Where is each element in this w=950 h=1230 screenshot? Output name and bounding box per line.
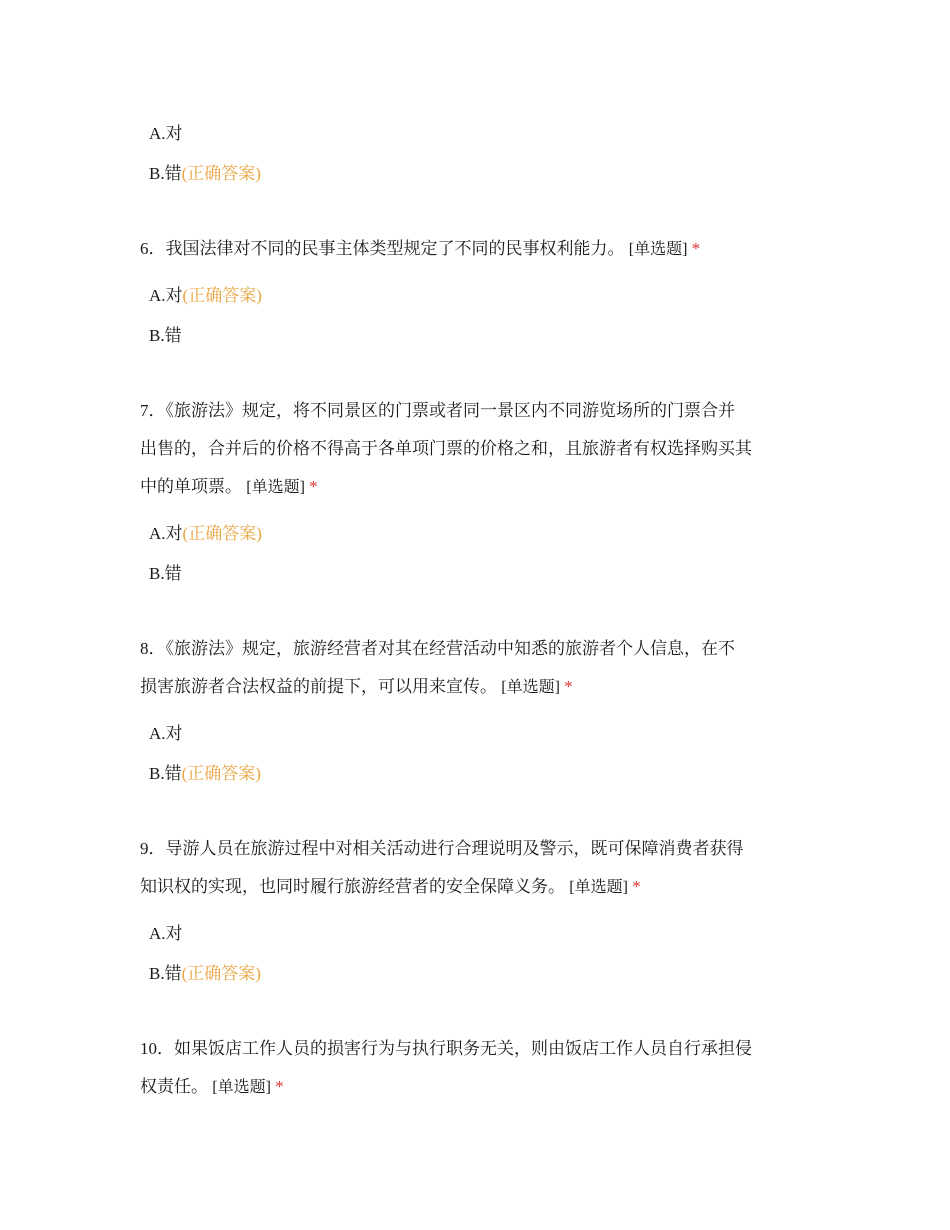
- option-label: A.对: [149, 724, 183, 743]
- option-label: A.对: [149, 124, 183, 143]
- q5-option-b: [149, 163, 261, 185]
- question-10: [140, 1030, 820, 1107]
- option-label: B.错: [149, 764, 182, 783]
- correct-answer-marker: (正确答案): [181, 764, 261, 783]
- correct-answer-marker: (正确答案): [181, 964, 261, 983]
- q7-option-b: [149, 563, 182, 585]
- correct-answer-marker: (正确答案): [182, 286, 262, 305]
- question-type-tag: [单选题]: [628, 241, 688, 258]
- question-8: [140, 630, 820, 707]
- q6-option-a: [149, 285, 262, 307]
- question-text: 6．我国法律对不同的民事主体类型规定了不同的民事权利能力。: [140, 239, 625, 258]
- q7-option-a: [149, 523, 262, 545]
- option-label: B.错: [149, 564, 182, 583]
- q8-option-b: [149, 763, 261, 785]
- correct-answer-marker: (正确答案): [181, 164, 261, 183]
- question-type-tag: [单选题]: [569, 879, 628, 896]
- required-mark: *: [691, 239, 701, 258]
- option-label: A.对: [149, 524, 183, 543]
- question-6: [140, 230, 820, 269]
- option-label: B.错: [149, 164, 182, 183]
- option-label: B.错: [149, 964, 182, 983]
- q9-option-a: [149, 923, 183, 945]
- q5-option-a: [149, 123, 183, 145]
- required-mark: *: [564, 677, 573, 696]
- question-text-line: 9．导游人员在旅游过程中对相关活动进行合理说明及警示，既可保障消费者获得: [140, 839, 744, 858]
- option-label: A.对: [149, 286, 183, 305]
- required-mark: *: [309, 477, 318, 496]
- question-text-line: 8．《旅游法》规定，旅游经营者对其在经营活动中知悉的旅游者个人信息，在不: [140, 639, 735, 658]
- question-type-tag: [单选题]: [246, 479, 305, 496]
- question-text-line: 知识权的实现，也同时履行旅游经营者的安全保障义务。: [140, 877, 565, 896]
- q9-option-b: [149, 963, 261, 985]
- question-7: [140, 392, 820, 507]
- option-label: B.错: [149, 326, 182, 345]
- question-type-tag: [单选题]: [212, 1079, 271, 1096]
- question-text-line: 中的单项票。: [140, 477, 242, 496]
- question-type-tag: [单选题]: [501, 679, 560, 696]
- option-label: A.对: [149, 924, 183, 943]
- question-9: [140, 830, 820, 907]
- correct-answer-marker: (正确答案): [182, 524, 262, 543]
- question-text-line: 7．《旅游法》规定，将不同景区的门票或者同一景区内不同游览场所的门票合并: [140, 401, 735, 420]
- question-text-line: 10．如果饭店工作人员的损害行为与执行职务无关，则由饭店工作人员自行承担侵: [140, 1039, 752, 1058]
- question-text-line: 出售的，合并后的价格不得高于各单项门票的价格之和，且旅游者有权选择购买其: [140, 439, 752, 458]
- question-text-line: 损害旅游者合法权益的前提下，可以用来宣传。: [140, 677, 497, 696]
- required-mark: *: [632, 877, 641, 896]
- q6-option-b: [149, 325, 182, 347]
- question-text-line: 权责任。: [140, 1077, 208, 1096]
- q8-option-a: [149, 723, 183, 745]
- required-mark: *: [275, 1077, 284, 1096]
